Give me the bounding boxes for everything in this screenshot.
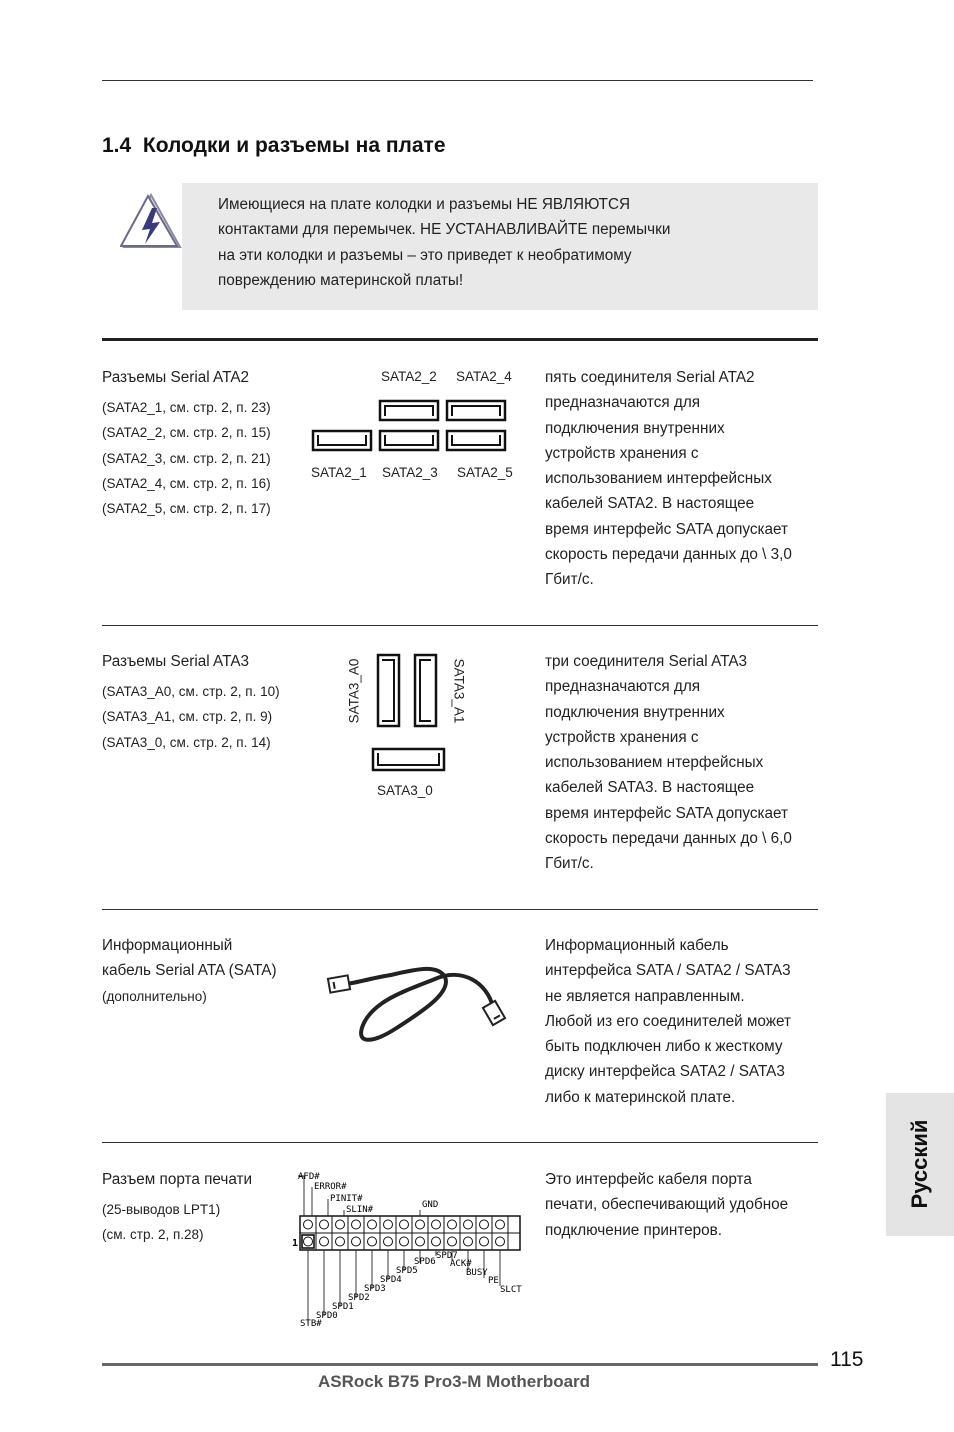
printer-ref: (см. стр. 2, п.28): [102, 1227, 204, 1243]
sata2-4-connector: [447, 401, 505, 420]
sata2-ref: (SATA2_1, см. стр. 2, п. 23): [102, 400, 271, 415]
pin-pinit: PINIT#: [330, 1194, 363, 1204]
printer-desc-line: подключение принтеров.: [545, 1221, 723, 1239]
sata2-desc-line: использованием интерфейсных: [545, 470, 772, 488]
pin-busy: BUSY: [466, 1268, 488, 1278]
cable-desc-line: диску интерфейса SATA2 / SATA3: [545, 1063, 785, 1081]
section-number: 1.4: [102, 134, 132, 157]
printer-pin: [448, 1220, 457, 1229]
printer-pin: [384, 1220, 393, 1229]
cable-description: [545, 933, 791, 1110]
sata2-2-label: SATA2_2: [381, 369, 437, 384]
sata3-label: Разъемы Serial ATA3: [102, 653, 250, 670]
printer-pin: [400, 1237, 409, 1246]
pin-spd6: SPD6: [414, 1257, 436, 1267]
printer-pin: [368, 1220, 377, 1229]
printer-pin: [304, 1220, 313, 1229]
pin-pe: PE: [488, 1276, 499, 1286]
printer-label: Разъем порта печати: [102, 1171, 253, 1188]
sata2-5-label: SATA2_5: [457, 465, 513, 480]
printer-desc-line: печати, обеспечивающий удобное: [545, 1196, 789, 1214]
cable-optional-note: (дополнительно): [102, 989, 207, 1004]
pin-spd5: SPD5: [396, 1266, 418, 1276]
sata2-desc-line: Гбит/с.: [545, 571, 594, 589]
sata3-desc-line: время интерфейс SATA допускает: [545, 804, 789, 822]
sata3-desc-line: три соединителя Serial ATA3: [545, 653, 748, 670]
warning-text: [218, 192, 670, 293]
warning-line: Имеющиеся на плате колодки и разъемы НЕ ЯВЛЯЮТСЯ: [218, 196, 631, 213]
sata3-ref: (SATA3_A0, см. стр. 2, п. 10): [102, 684, 280, 699]
pin-spd2: SPD2: [348, 1293, 370, 1303]
cable-label: [102, 933, 277, 984]
printer-pin: [432, 1220, 441, 1229]
sata2-1-label: SATA2_1: [311, 465, 367, 480]
printer-ref: (25-выводов LPT1): [102, 1202, 221, 1217]
sata-cable-plug-right: [483, 1001, 505, 1025]
warning-line: на эти колодки и разъемы – это приведет к необратимому: [218, 246, 632, 264]
section-heading: Колодки и разъемы на плате: [142, 134, 446, 157]
sata2-1-connector: [313, 431, 371, 450]
sata3-desc-line: устройств хранения с: [545, 728, 699, 746]
page-number: 115: [830, 1348, 864, 1371]
sata3-ref: (SATA3_A1, см. стр. 2, п. 9): [102, 709, 273, 725]
printer-pin: [320, 1220, 329, 1229]
printer-pin: [352, 1220, 361, 1229]
printer-pin: [336, 1237, 345, 1246]
printer-pin: [464, 1220, 473, 1229]
printer-header-diagram: [290, 1168, 530, 1330]
printer-pin: [368, 1237, 377, 1246]
sata2-desc-line: устройств хранения с: [545, 444, 699, 462]
pin-spd7: SPD7: [436, 1251, 458, 1261]
printer-description: [545, 1167, 788, 1243]
pin-ack: ACK#: [450, 1259, 472, 1269]
sata3-desc-line: кабелей SATA3. В настоящее: [545, 779, 755, 797]
printer-pin: [480, 1237, 489, 1246]
pin-slin: SLIN#: [346, 1205, 374, 1215]
sata2-3-connector: [380, 431, 438, 450]
sata2-desc-line: подключения внутренних: [545, 419, 725, 437]
printer-pin: [320, 1237, 329, 1246]
sata2-label: Разъемы Serial ATA2: [102, 369, 250, 386]
sata2-5-connector: [447, 431, 505, 450]
sata2-2-connector: [380, 401, 438, 420]
sata3-desc-line: использованием нтерфейсных: [545, 754, 764, 772]
warning-line: повреждению материнской платы!: [218, 271, 464, 289]
section-divider: [102, 1142, 818, 1143]
sata3-a1-label: SATA3_A1: [451, 658, 467, 724]
sata3-description: [545, 649, 792, 877]
sata2-ref: (SATA2_4, см. стр. 2, п. 16): [102, 475, 271, 491]
pin-gnd: GND: [422, 1200, 439, 1210]
pin-spd0: SPD0: [316, 1311, 338, 1321]
printer-pin: [448, 1237, 457, 1246]
printer-pin: [336, 1220, 345, 1229]
cable-desc-line: быть подключен либо к жесткому: [545, 1038, 783, 1056]
sata3-desc-line: подключения внутренних: [545, 703, 725, 721]
sata3-a1-connector: [415, 655, 436, 726]
sata2-desc-line: предназначаются для: [545, 394, 701, 412]
sata3-desc-line: скорость передачи данных до \ 6,0: [545, 830, 792, 848]
printer-pin: [496, 1237, 505, 1246]
printer-pin: [496, 1220, 505, 1229]
printer-pin: [464, 1237, 473, 1246]
printer-pin: [304, 1237, 313, 1246]
sata3-a0-label: SATA3_A0: [346, 658, 362, 724]
sata2-ref: (SATA2_5, см. стр. 2, п. 17): [102, 501, 271, 517]
printer-pin: [384, 1237, 393, 1246]
cable-desc-line: Информационный кабель: [545, 937, 729, 954]
sata-cable-body: [347, 969, 493, 1040]
cable-desc-line: интерфейса SATA / SATA2 / SATA3: [545, 962, 791, 980]
sata-cable-image: [325, 955, 520, 1050]
footer-product-name: ASRock B75 Pro3-M Motherboard: [318, 1372, 591, 1391]
language-side-tab: [886, 1093, 954, 1236]
sata3-desc-line: предназначаются для: [545, 678, 701, 696]
printer-pin: [400, 1220, 409, 1229]
printer-refs: [102, 1197, 220, 1248]
sata3-desc-line: Гбит/с.: [545, 855, 594, 873]
cable-label-line: кабель Serial ATA (SATA): [102, 962, 277, 980]
top-rule: [102, 80, 813, 81]
sata3-0-label: SATA3_0: [377, 783, 433, 798]
sata2-desc-line: кабелей SATA2. В настоящее: [545, 495, 755, 513]
warning-line: контактами для перемычек. НЕ УСТАНАВЛИВАЙТЕ перемычки: [218, 221, 671, 239]
sata2-desc-line: скорость передачи данных до \ 3,0: [545, 546, 792, 564]
header-rule-thick: [102, 338, 818, 341]
sata2-refs: [102, 395, 271, 521]
printer-pin: [480, 1220, 489, 1229]
sata2-description: [545, 365, 792, 593]
pin-stb: STB#: [300, 1319, 322, 1329]
pin-spd3: SPD3: [364, 1284, 386, 1294]
sata2-ref: (SATA2_2, см. стр. 2, п. 15): [102, 425, 271, 441]
sata2-4-label: SATA2_4: [456, 369, 512, 384]
printer-pin: [416, 1220, 425, 1229]
printer-pin: [432, 1237, 441, 1246]
sata2-3-label: SATA2_3: [382, 465, 438, 480]
sata2-ref: (SATA2_3, см. стр. 2, п. 21): [102, 450, 271, 466]
section-divider: [102, 909, 818, 910]
sata-cable-plug-left: [328, 975, 350, 992]
sata3-a0-connector: [378, 655, 399, 726]
sata3-connectors-diagram: [368, 650, 450, 775]
warning-box: [182, 183, 818, 310]
pin-spd1: SPD1: [332, 1302, 354, 1312]
printer-pin: [352, 1237, 361, 1246]
pin-1: 1: [292, 1238, 299, 1249]
language-tab-label: Русский: [907, 1119, 932, 1209]
printer-pin: [416, 1237, 425, 1246]
printer-desc-line: Это интерфейс кабеля порта: [545, 1171, 752, 1188]
sata2-desc-line: пять соединителя Serial ATA2: [545, 369, 755, 386]
cable-label-line: Информационный: [102, 937, 233, 954]
sata2-connectors-diagram: [310, 398, 510, 453]
sata3-ref: (SATA3_0, см. стр. 2, п. 14): [102, 734, 271, 750]
cable-desc-line: не является направленным.: [545, 987, 745, 1005]
sata2-desc-line: время интерфейс SATA допускает: [545, 520, 789, 538]
sata3-0-connector: [373, 749, 444, 770]
pin-spd4: SPD4: [380, 1275, 402, 1285]
sata3-refs: [102, 679, 280, 755]
section-title: [102, 134, 446, 158]
cable-desc-line: Любой из его соединителей может: [545, 1012, 792, 1030]
section-divider: [102, 625, 818, 626]
footer-rule: [102, 1363, 818, 1366]
pin-afd: AFD#: [298, 1172, 320, 1182]
pin-slct: SLCT: [500, 1285, 522, 1295]
cable-desc-line: либо к материнской плате.: [545, 1088, 736, 1106]
pin-error: ERROR#: [314, 1182, 347, 1192]
warning-icon: [120, 192, 184, 252]
